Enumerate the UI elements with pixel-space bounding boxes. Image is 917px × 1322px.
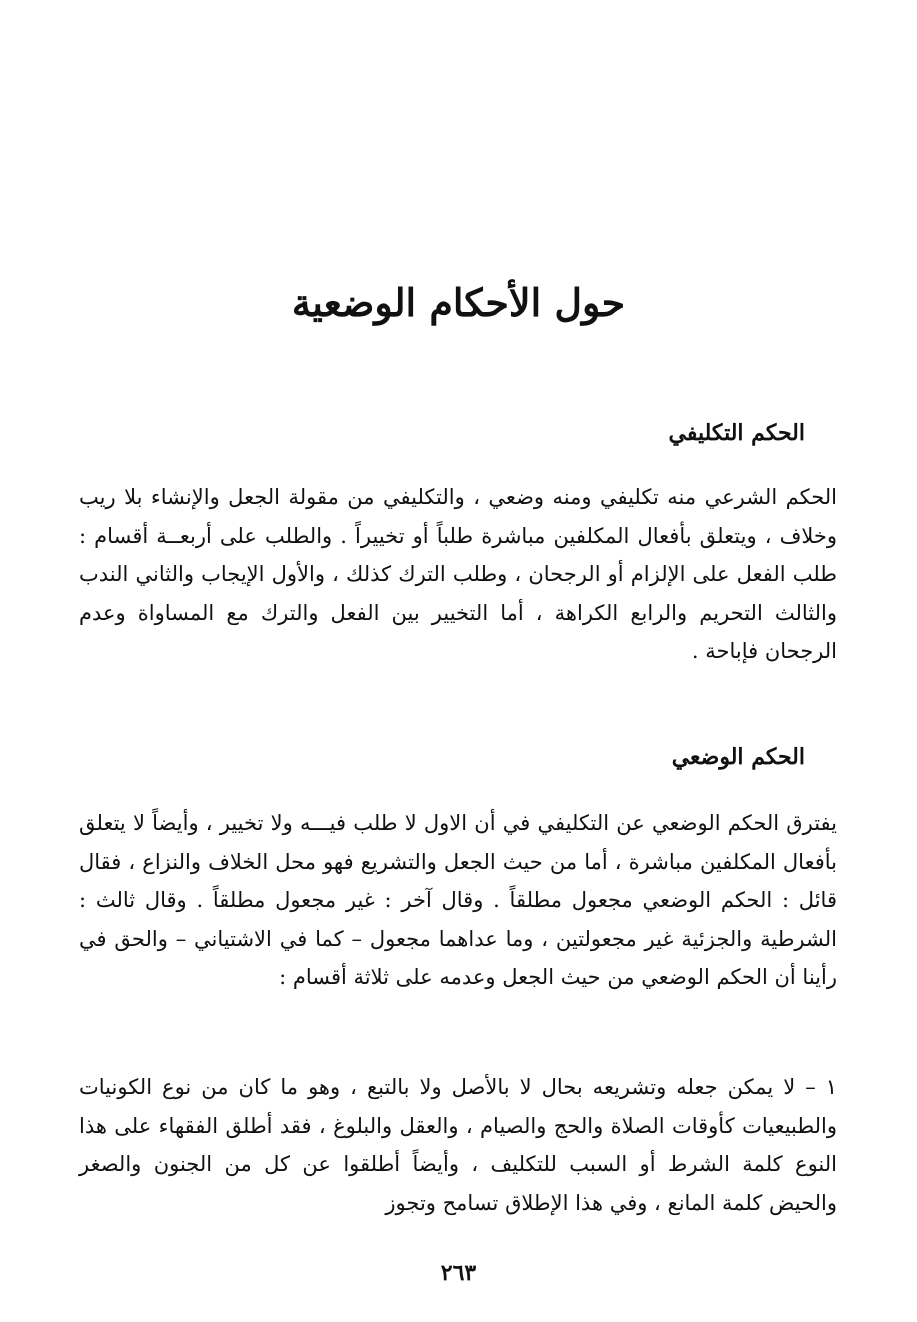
section-heading-wadi: الحكم الوضعي (671, 744, 805, 770)
page-title: حول الأحكام الوضعية (291, 280, 626, 325)
paragraph-taklifi: الحكم الشرعي منه تكليفي ومنه وضعي ، والتكليفي من مقولة الجعل والإنشاء بلا ريب وخلاف ، ويتعلق بأفعال المكلفين مباشرة طلباً أو تخييراً . والطلب على أربعــة أقسام : طلب الفعل على الإلزام أو الرجحان ، وطلب الترك كذلك ، والأول الإيجاب والثاني الندب والثالث التحريم والرابع الكراهة ، أما التخيير بين الفعل والترك مع المساواة وعدم الرجحان فإباحة . (79, 485, 837, 663)
paragraph-wadi-intro: يفترق الحكم الوضعي عن التكليفي في أن الاول لا طلب فيـــه ولا تخيير ، وأيضاً لا يتعلق بأفعال المكلفين مباشرة ، أما من حيث الجعل والتشريع فهو محل الخلاف والنزاع ، فقال قائل : الحكم الوضعي مجعول مطلقاً . وقال آخر : غير مجعول مطلقاً . وقال ثالث : الشرطية والجزئية غير مجعولتين ، وما عداهما مجعول – كما في الاشتياني – والحق في رأينا أن الحكم الوضعي من حيث الجعل وعدمه على ثلاثة أقسام : (79, 811, 837, 989)
section-heading-taklifi: الحكم التكليفي (668, 420, 805, 446)
page-number: ٢٦٣ (440, 1260, 477, 1286)
paragraph-wadi-item-1: ١ – لا يمكن جعله وتشريعه بحال لا بالأصل ولا بالتبع ، وهو ما كان من نوع الكونيات والطبيعيات كأوقات الصلاة والحج والصيام ، والعقل والبلوغ ، فقد أطلق الفقهاء على هذا النوع كلمة الشرط أو السبب للتكليف ، وأيضاً أطلقوا عن كل من الجنون والصغر والحيض كلمة المانع ، وفي هذا الإطلاق تسامح وتجوز (79, 1075, 837, 1215)
